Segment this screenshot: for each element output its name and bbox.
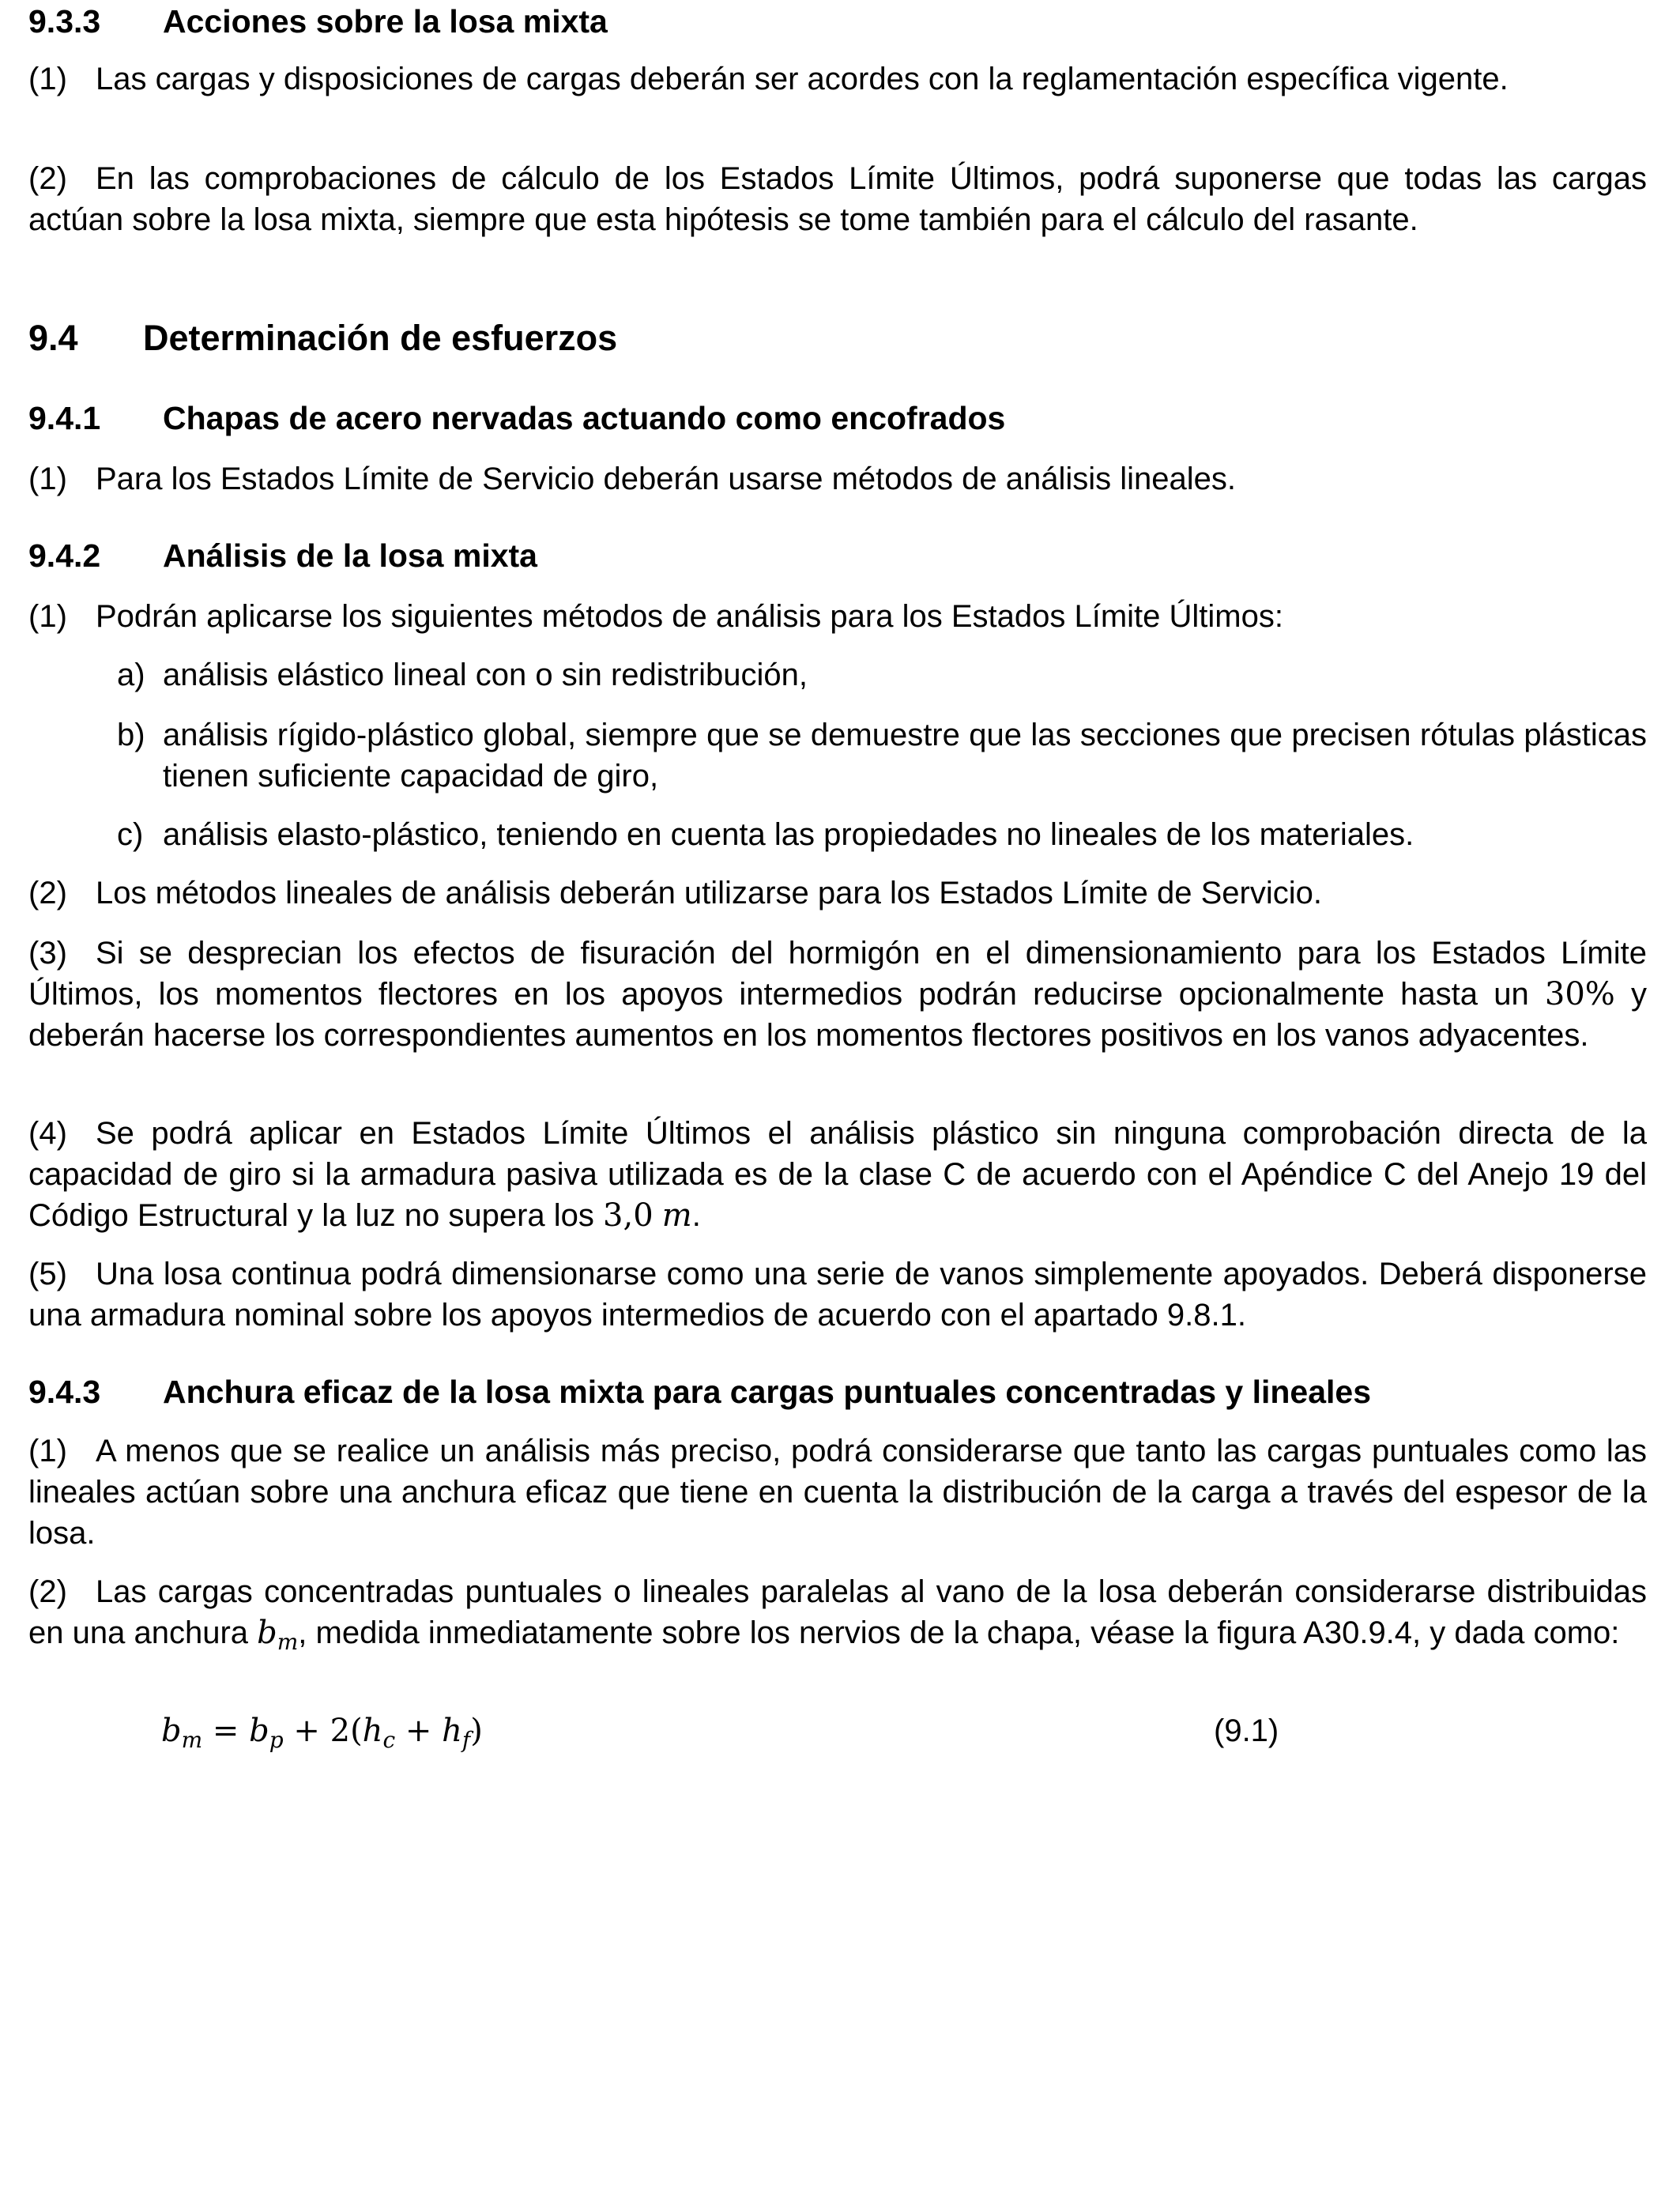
paragraph-text-continued: .: [691, 1198, 701, 1233]
paragraph-text: A menos que se realice un análisis más preciso, podrá considerarse que tanto las cargas puntuales como las lineales actúan sobre una anchura eficaz que tiene en cuenta la distribución de la carga a través del espesor de la losa.: [28, 1434, 1647, 1551]
paragraph-text: Para los Estados Límite de Servicio deberán usarse métodos de análisis lineales.: [96, 462, 1237, 496]
section-heading-9-4-2: [28, 536, 537, 575]
paragraph-number: (1): [28, 62, 67, 96]
paragraph-9-4-3-2: [28, 1571, 1647, 1653]
paragraph-9-4-2-1: [28, 596, 1647, 637]
list-item-b: [117, 714, 1647, 797]
paragraph-number: (3): [28, 936, 67, 971]
span-limit-value: 3,0: [603, 1197, 654, 1234]
paragraph-text: Podrán aplicarse los siguientes métodos de análisis para los Estados Límite Últimos:: [96, 599, 1283, 634]
list-text: análisis elástico lineal con o sin redistribución,: [163, 658, 808, 692]
paragraph-9-4-2-3: [28, 933, 1647, 1056]
formula-9-1: $b_m = b_p + 2(h_c + h_f)$: [161, 1713, 483, 1753]
paragraph-text: Las cargas y disposiciones de cargas deberán ser acordes con la reglamentación específica vigente.: [96, 62, 1509, 96]
paragraph-9-4-3-1: [28, 1431, 1647, 1554]
paragraph-9-4-2-4: [28, 1113, 1647, 1236]
paragraph-text: Las cargas concentradas puntuales o lineales paralelas al vano de la losa deberán considerarse distribuidas en una anchura: [28, 1574, 1647, 1650]
paragraph-text: En las comprobaciones de cálculo de los Estados Límite Últimos, podrá suponerse que todas las cargas actúan sobre la losa mixta, siempre que esta hipótesis se tome también para el cálculo del rasante.: [28, 161, 1647, 237]
list-text: análisis elasto-plástico, teniendo en cuenta las propiedades no lineales de los materiales.: [163, 817, 1414, 852]
paragraph-text: Se podrá aplicar en Estados Límite Últimos el análisis plástico sin ninguna comprobación directa de la capacidad de giro si la armadura pasiva utilizada es de la clase C de acuerdo con el Apéndice C del Anejo 19 del Código Estructural y la luz no supera los: [28, 1116, 1647, 1233]
paragraph-9-4-2-2: [28, 873, 1647, 914]
section-title: Acciones sobre la losa mixta: [163, 3, 608, 40]
list-item-a: [117, 654, 1647, 696]
section-title: Análisis de la losa mixta: [163, 537, 537, 574]
section-heading-9-3-3: [28, 2, 608, 41]
formula-number: (9.1): [1214, 1713, 1279, 1748]
paragraph-9-4-2-5: [28, 1253, 1647, 1336]
section-number: 9.4: [28, 318, 78, 358]
paragraph-text: Una losa continua podrá dimensionarse como una serie de vanos simplemente apoyados. Deberá disponerse una armadura nominal sobre los apoyos intermedios de acuerdo con el apartado 9.8.1.: [28, 1257, 1647, 1333]
list-text: análisis rígido-plástico global, siempre que se demuestre que las secciones que precisen rótulas plásticas tienen suficiente capacidad de giro,: [163, 718, 1647, 794]
paragraph-9-3-3-2: [28, 158, 1647, 240]
list-marker: a): [117, 658, 145, 692]
symbol-b: b: [257, 1615, 277, 1651]
paragraph-text-continued: y deberán hacerse los correspondientes aumentos en los momentos flectores positivos en los vanos adyacentes.: [28, 977, 1647, 1053]
paragraph-number: (1): [28, 462, 67, 496]
section-title: Determinación de esfuerzos: [143, 318, 618, 358]
paragraph-9-4-1-1: [28, 458, 1647, 499]
section-number: 9.4.1: [28, 400, 101, 436]
paragraph-number: (2): [28, 1574, 67, 1609]
paragraph-number: (2): [28, 876, 67, 910]
section-number: 9.3.3: [28, 3, 101, 40]
section-number: 9.4.2: [28, 537, 101, 574]
paragraph-number: (1): [28, 1434, 67, 1468]
section-heading-9-4-3: [28, 1372, 1371, 1412]
symbol-subscript: m: [277, 1629, 299, 1655]
paragraph-text: Los métodos lineales de análisis deberán utilizarse para los Estados Límite de Servicio.: [96, 876, 1322, 910]
section-number: 9.4.3: [28, 1374, 101, 1410]
section-heading-9-4-1: [28, 398, 1005, 438]
paragraph-text-continued: , medida inmediatamente sobre los nervios de la chapa, véase la figura A30.9.4, y dada como:: [298, 1615, 1620, 1650]
section-title: Chapas de acero nervadas actuando como encofrados: [163, 400, 1006, 436]
paragraph-text: Si se desprecian los efectos de fisuración del hormigón en el dimensionamiento para los Estados Límite Últimos, los momentos flectores en los apoyos intermedios podrán reducirse opcionalmente hasta un: [28, 936, 1647, 1012]
span-limit-unit: m: [661, 1197, 692, 1234]
list-marker: c): [117, 817, 144, 852]
paragraph-number: (5): [28, 1257, 67, 1291]
list-marker: b): [117, 718, 145, 752]
section-title: Anchura eficaz de la losa mixta para cargas puntuales concentradas y lineales: [163, 1374, 1372, 1410]
paragraph-number: (4): [28, 1116, 67, 1151]
section-heading-9-4: [28, 316, 617, 360]
paragraph-number: (1): [28, 599, 67, 634]
width-symbol: [257, 1615, 299, 1655]
list-item-c: [117, 814, 1647, 855]
paragraph-9-3-3-1: [28, 58, 1647, 100]
paragraph-number: (2): [28, 161, 67, 196]
percentage-value: 30%: [1544, 976, 1615, 1012]
